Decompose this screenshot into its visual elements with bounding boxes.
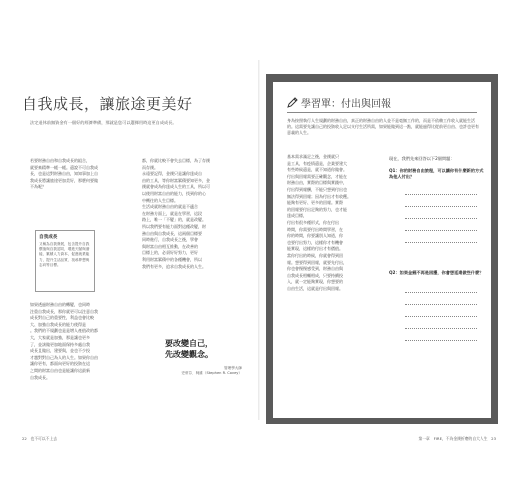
text-line: 錢就會成為你達成人生的工具，所以可 (142, 184, 210, 190)
text-line: 才越對對自己為人的人生。如果你自由 (30, 354, 98, 360)
text-line: 你的時間，你要讓別人知道，你 (287, 233, 343, 239)
question-2: Q2：如果金錢不再是困擾，你會想延遠做些什麼？ (389, 270, 484, 275)
text-line: 也要付出努力，這樣你才有機會 (287, 239, 343, 245)
text-line: 長，也是這對財務自由，知知事加上自 (30, 171, 98, 177)
text-line: 我們有更多，追求自我成長的人生。 (142, 263, 206, 269)
quote-line: 要改變自己， (165, 339, 213, 348)
questions-header: 現在，我們先來回答以下2個問題： (389, 156, 455, 161)
question-1: Q1：你的財務自由旅程，可以讓你有什麼新的方式為他人付出？ (389, 168, 484, 179)
text-line: 報。想要得到回報，就要先付出， (287, 259, 347, 265)
worksheet-panel (266, 74, 498, 424)
text-line: 路上，唯一「不變」的，就是改變。 (142, 217, 206, 223)
text-line: 的回報要付出足夠的努力，也才能 (287, 206, 347, 212)
text-line: 當你付出的時候，你就會得到回 (287, 252, 343, 258)
page-number: 23 (491, 436, 496, 441)
attribution-role: 管理學大師 (224, 366, 242, 370)
worksheet-title: 學習單：付出與回報 (301, 99, 391, 110)
answer-line[interactable] (405, 218, 477, 219)
answer-line[interactable] (405, 316, 477, 317)
text-line: 能夠有更好、更多的回報。實際 (287, 200, 343, 206)
text-line: 而存錢。 (142, 164, 158, 170)
text-line: 能實現，這樣的付出才有價值。 (287, 246, 343, 252)
text-line: 成長對自己的重要性，利益也會比較 (30, 315, 94, 321)
text-line: 有些時候還是，就不知道你做會。 (287, 167, 347, 173)
text-line: 大、加強自我成長的能力使得是 (30, 321, 86, 327)
text-line: 目標上的，必須好好努力，更好 (142, 250, 198, 256)
answer-line[interactable] (405, 230, 477, 231)
attribution-name: 史蒂芬．柯維（Stephen R. Covey） (181, 371, 242, 376)
text-line: 利用財富累積中的各種機會，所以 (142, 256, 202, 262)
text-line: 不為呢？ (30, 184, 46, 190)
text-line: 務自由與自我成長，這兩個目標要 (142, 230, 202, 236)
text-line: 就要來精準一帳一帳。還說不可自我成 (30, 164, 98, 170)
text-line: 是工具，有疫情還是，企業要建大 (287, 160, 347, 166)
quote-line: 先改變觀念。 (165, 350, 213, 359)
definition-title: 自我成長 (39, 235, 58, 240)
text-line: 由的工具，等你財富累積要知更多，金 (142, 177, 210, 183)
worksheet-body (287, 154, 381, 292)
definition-body: 又稱為自我發展，包含提升自我價值與自我認同，增進天賦與潛能，累積人力資本，促進就業能力，提升生活品質、找尋夢想與志向等目標。 (39, 242, 90, 267)
text-line: 無法得到回報；因為付出才有收穫。 (287, 193, 351, 199)
answer-line[interactable] (405, 206, 477, 207)
text-line: 入，就一定能夠實現，你想要的 (287, 279, 343, 285)
quote-attribution (150, 366, 242, 376)
text-line: 如果透過財務自由的轉變，也同時 (30, 302, 90, 307)
answer-line[interactable] (405, 328, 477, 329)
text-line: 付出有很多種形式，你在付出 (287, 219, 339, 225)
running-title: 也不可以不上去 (30, 436, 58, 441)
text-line: 都，你就比較不會失去目標，為了存錢 (142, 158, 210, 163)
text-line: 生活成就財務自由的就是不適合 (142, 204, 198, 210)
text-line: 中嚮往的人生目標。 (142, 197, 178, 203)
right-column-body (142, 158, 238, 270)
left-footer (22, 436, 57, 442)
text-line: 自我成長。 (30, 374, 50, 380)
text-line: 所以我們要有能力面對這種改變，財 (142, 223, 206, 229)
definition-box (35, 230, 95, 292)
title-divider (287, 112, 477, 113)
text-line: 。我們的不規劃也是是增人產值改的都 (30, 328, 98, 334)
page-number: 22 (22, 436, 27, 441)
text-line: 之間的財富自由也是能讓你這最新 (30, 367, 90, 373)
text-line: 大，大家就是加強，那是讓也更多 (30, 334, 90, 340)
text-line: 了，並該做更加地面保持多處自我 (30, 341, 90, 347)
text-line: 達成目標， (287, 213, 307, 219)
text-line: 以使用財富自由的能力，找到你的心 (142, 190, 206, 196)
text-line: 與財富自由相互推動，在改善的 (142, 243, 198, 249)
text-line: 永遠要記得，金錢只是讓你達成自 (142, 171, 202, 177)
worksheet-lead: 身為按照執行人生規劃的財務自由，真正的財務自由的人並不是毫無工作的，而是不依賴工作收入就能生活的。這需要先讓自己的投資收入足以支付生活所需，如果能做到這一點，就能過得比從前更自由、也許也更有意義的人生。 (287, 118, 479, 136)
text-line: 時間，你需要付出時間學習，在 (287, 226, 343, 232)
left-column-intro (30, 158, 126, 191)
text-line: 財務自由，實際的目標與實踐中， (287, 180, 347, 186)
text-line: 若要財務自由和自我成長的組合， (30, 158, 90, 163)
text-line: 在財務方面上，就是在學習，這段 (142, 210, 202, 216)
answer-line[interactable] (405, 292, 477, 293)
pull-quote (165, 338, 213, 360)
text-line: 我成長將讓旅途更加美好，那麼何要做 (30, 177, 98, 183)
text-line: 自由生活，這就是付出與回報。 (287, 285, 343, 291)
text-line: 成長且做出，建要與，並也不少投 (30, 348, 90, 354)
text-line: 基本需求滿足之後，金錢就只 (287, 154, 339, 159)
answer-line[interactable] (405, 242, 477, 243)
answer-line[interactable] (405, 340, 477, 341)
text-line: 讓你更有，都面向更好的投資在這 (30, 361, 90, 367)
answer-line[interactable] (405, 304, 477, 305)
running-title: 第一章 FIRE，不為金錢折磨的自大人生 (418, 436, 488, 441)
worksheet-card (273, 82, 491, 418)
right-footer (300, 436, 496, 442)
text-line: 付出得到報酬，不能只想到付出也 (287, 186, 347, 192)
text-line: 你也會慢慢感受到，財務自由與 (287, 266, 343, 272)
text-line: 自我成長相輔相成，只要持續投 (287, 272, 343, 278)
chapter-lead: 法定退休前無資金有一個好的經濟準備，那就是您可以選擇用時這更自成成長。 (30, 120, 177, 125)
chapter-title: 自我成長，讓旅途更美好 (22, 95, 193, 113)
answer-line[interactable] (405, 194, 477, 195)
text-line: 注重自我成長，那你就更可以注意自我 (30, 308, 98, 314)
pencil-icon (287, 96, 299, 108)
text-line: 同時進行，自我成長之後，學會 (142, 237, 198, 243)
left-column-body (30, 302, 126, 381)
text-line: 付出與回報需要正確觀念，才能在 (287, 173, 347, 179)
